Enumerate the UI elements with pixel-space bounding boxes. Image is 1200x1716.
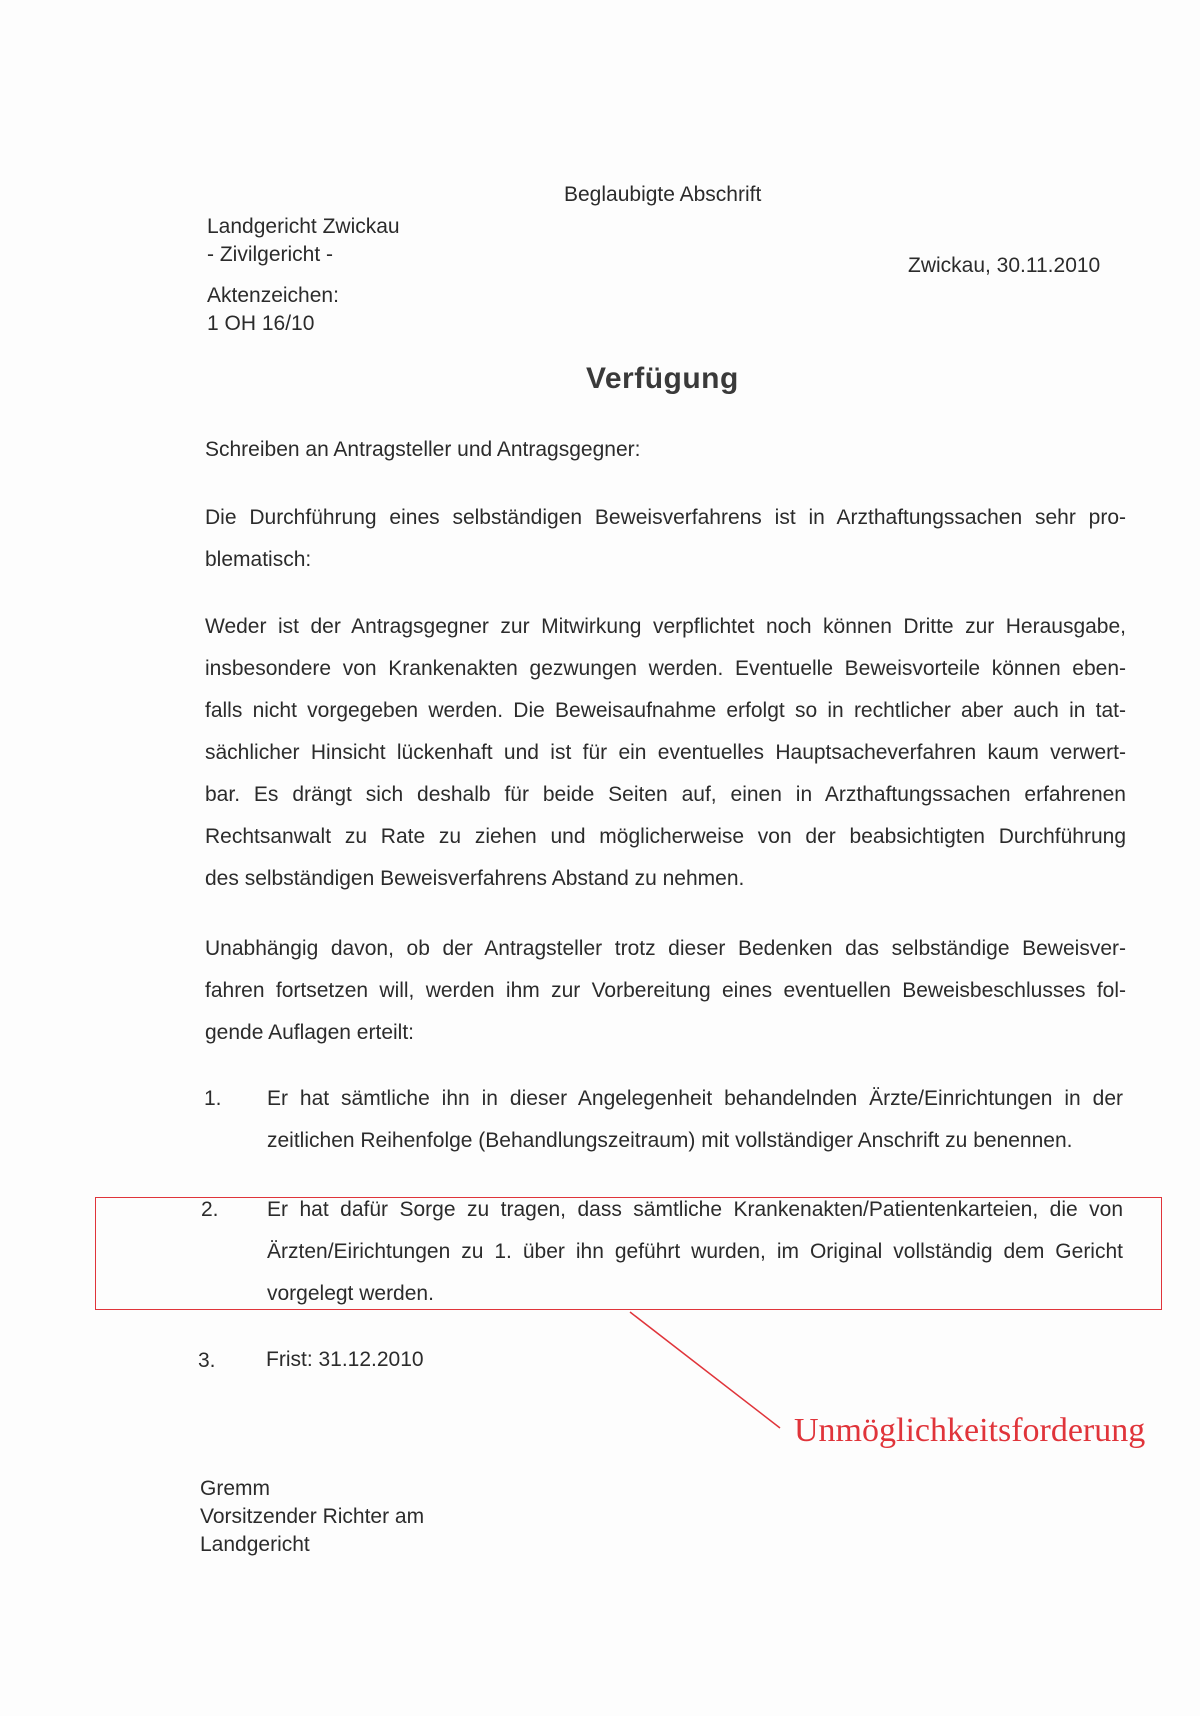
item-number: 3. <box>198 1349 216 1372</box>
case-number: 1 OH 16/10 <box>207 312 315 335</box>
paragraph-line: sächlicher Hinsicht lückenhaft und ist für ein eventuelles Hauptsacheverfahren kaum verwert- <box>205 741 1126 764</box>
paragraph-line: falls nicht vorgegeben werden. Die Beweisaufnahme erfolgt so in rechtlicher aber auch in tat- <box>205 699 1126 722</box>
certified-copy-label: Beglaubigte Abschrift <box>564 183 762 206</box>
item-line: zeitlichen Reihenfolge (Behandlungszeitraum) mit vollständiger Anschrift zu benennen. <box>267 1129 1073 1152</box>
paragraph-line: gende Auflagen erteilt: <box>205 1021 414 1044</box>
paragraph-line: fahren fortsetzen will, werden ihm zur Vorbereitung eines eventuellen Beweisbeschlusses fol- <box>205 979 1126 1002</box>
paragraph-line: Unabhängig davon, ob der Antragsteller trotz dieser Bedenken das selbständige Beweisver- <box>205 937 1126 960</box>
place-date: Zwickau, 30.11.2010 <box>908 254 1101 277</box>
court-division: - Zivilgericht - <box>207 243 334 266</box>
document-title: Verfügung <box>586 362 739 395</box>
signer-court: Landgericht <box>200 1533 310 1556</box>
court-name: Landgericht Zwickau <box>207 215 400 238</box>
paragraph-line: insbesondere von Krankenakten gezwungen werden. Eventuelle Beweisvorteile können eben- <box>205 657 1126 680</box>
deadline-text: Frist: 31.12.2010 <box>266 1348 424 1371</box>
paragraph-line: des selbständigen Beweisverfahrens Abstand zu nehmen. <box>205 867 745 890</box>
paragraph-line: blematisch: <box>205 548 312 571</box>
item-line: Er hat sämtliche ihn in dieser Angelegenheit behandelnden Ärzte/Einrichtungen in der <box>267 1087 1123 1110</box>
item-line: vorgelegt werden. <box>267 1282 434 1305</box>
paragraph-line: bar. Es drängt sich deshalb für beide Seiten auf, einen in Arzthaftungssachen erfahrenen <box>205 783 1126 806</box>
paragraph-line: Weder ist der Antragsgegner zur Mitwirkung verpflichtet noch können Dritte zur Herausgabe, <box>205 615 1126 638</box>
item-line: Er hat dafür Sorge zu tragen, dass sämtliche Krankenakten/Patientenkarteien, die von <box>267 1198 1123 1221</box>
item-number: 2. <box>201 1198 219 1221</box>
salutation: Schreiben an Antragsteller und Antragsgegner: <box>205 438 641 461</box>
item-number: 1. <box>204 1087 222 1110</box>
item-line: Ärzten/Eirichtungen zu 1. über ihn geführt wurden, im Original vollständig dem Gericht <box>267 1240 1123 1263</box>
signer-role: Vorsitzender Richter am <box>200 1505 425 1528</box>
paragraph-line: Rechtsanwalt zu Rate zu ziehen und möglicherweise von der beabsichtigten Durchführung <box>205 825 1126 848</box>
annotation-label: Unmöglichkeitsforderung <box>794 1412 1146 1449</box>
paragraph-line: Die Durchführung eines selbständigen Beweisverfahrens ist in Arzthaftungssachen sehr pro- <box>205 506 1126 529</box>
case-number-label: Aktenzeichen: <box>207 284 339 307</box>
signer-name: Gremm <box>200 1477 270 1500</box>
